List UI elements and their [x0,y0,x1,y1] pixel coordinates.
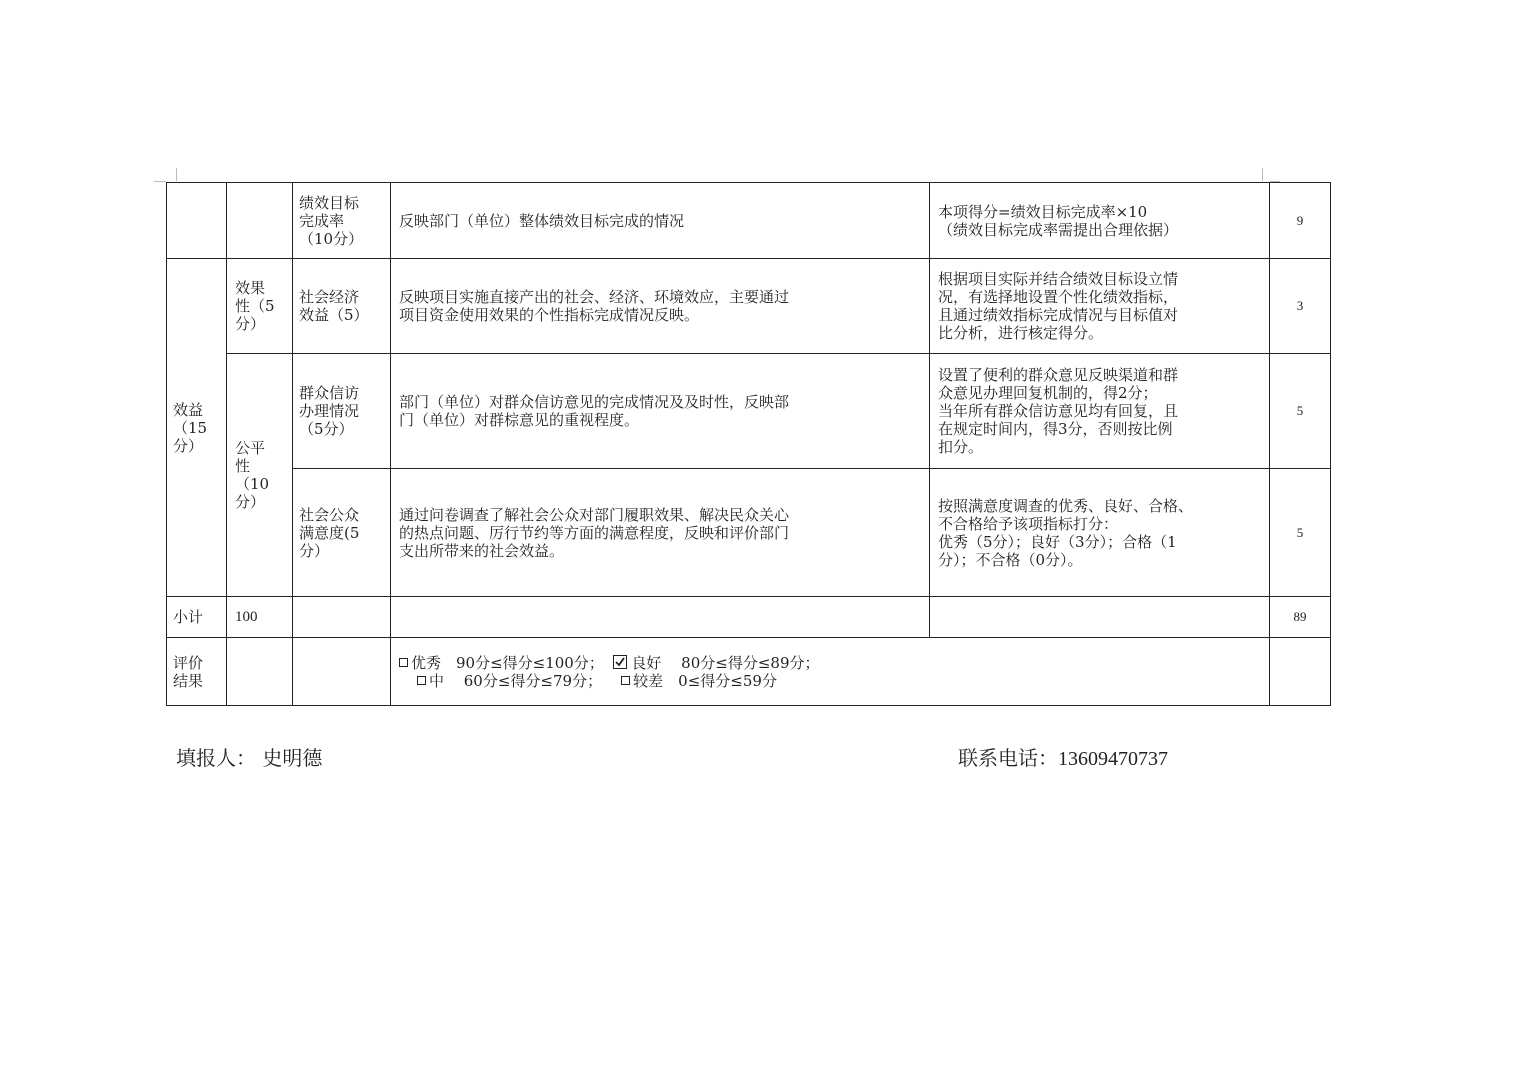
crop-mark-left-v [176,168,177,181]
indicator-line: 社会公众 [299,505,360,524]
result-label-line: 结果 [173,671,204,690]
indicator-line: 社会经济 [299,288,360,306]
criteria-cell [930,469,1270,597]
criteria-line: 众意见办理回复机制的，得2分； [938,384,1158,402]
criteria-line: （绩效目标完成率需提出合理依据） [938,220,1179,239]
empty-cell [293,638,391,706]
subtotal-row [167,597,1331,638]
score-value: 9 [1296,212,1304,228]
empty-cell [391,597,930,638]
criteria-line: 比分析，进行核定得分。 [938,324,1104,342]
score-value: 5 [1296,403,1304,418]
criteria-cell [930,183,1270,259]
subcategory-line: 效果 [235,279,266,297]
table-row [167,354,1331,469]
indicator-line: 绩效目标 [299,193,360,212]
score-cell [1270,469,1331,597]
reporter [176,742,322,771]
explanation-line: 门（单位）对群棕意见的重视程度。 [399,411,640,429]
category-line: 效益 [173,400,204,419]
indicator-cell [293,259,391,354]
subcategory-cell [227,354,293,597]
subtotal-score: 89 [1293,609,1307,624]
subcategory-line: （10 [235,475,270,493]
unchecked-box-icon[interactable] [621,676,630,685]
result-row [167,638,1331,706]
result-line-1 [399,654,1261,672]
phone-number: 13609470737 [1058,748,1168,770]
explanation-line: 部门（单位）对群众信访意见的完成情况及及时性，反映部 [399,393,790,411]
indicator-line: 完成率 [299,211,345,230]
empty-cell [1270,638,1331,706]
option-medium: 中 60分≤得分≤79分； [429,671,603,690]
indicator-line: 效益（5） [299,306,369,324]
explanation-line: 项目资金使用效果的个性指标完成情况反映。 [399,306,700,324]
crop-mark-right-v [1262,168,1263,181]
empty-cell [930,597,1270,638]
category-line: （15 [173,418,208,437]
criteria-line: 根据项目实际并结合绩效目标设立情 [938,270,1179,288]
reporter-name: 史明德 [262,746,323,770]
indicator-line: （5分） [299,420,354,438]
subcategory-line: 性（5 [235,297,275,315]
option-excellent: 优秀 90分≤得分≤100分； [411,653,604,672]
criteria-cell [930,259,1270,354]
evaluation-table [166,182,1331,706]
criteria-line: 优秀（5分）；良好（3分）；合格（1 [938,532,1177,551]
explanation-line: 反映项目实施直接产出的社会、经济、环境效应，主要通过 [399,288,790,306]
subcategory-line: 性 [235,457,251,475]
criteria-line: 分）；不合格（0分）。 [938,550,1083,569]
score-cell [1270,354,1331,469]
table-row [167,469,1331,597]
contact [958,742,1168,771]
indicator-cell [293,469,391,597]
subcategory-line: 分） [235,493,266,511]
subtotal-weight-cell [227,597,293,638]
indicator-cell [293,183,391,259]
subcategory-line: 公平 [235,439,266,457]
explanation-cell [391,183,930,259]
explanation-cell [391,354,930,469]
indicator-line: 办理情况 [299,402,360,420]
table-row [167,183,1331,259]
criteria-line: 不合格给予该项指标打分： [938,514,1119,533]
criteria-cell [930,354,1270,469]
category-line: 分） [173,436,204,455]
subtotal-weight: 100 [235,609,258,625]
option-good: 良好 80分≤得分≤89分； [631,653,820,672]
indicator-cell [293,354,391,469]
subcategory-cell [227,259,293,354]
explanation-cell [391,259,930,354]
score-value: 3 [1296,298,1304,313]
checked-box-icon[interactable] [613,655,627,669]
criteria-line: 扣分。 [938,438,984,456]
criteria-line: 在规定时间内，得3分，否则按比例 [938,420,1173,438]
result-label-cell [167,638,227,706]
subtotal-label-cell [167,597,227,638]
empty-cell [227,183,293,259]
empty-cell [293,597,391,638]
explanation-cell [391,469,930,597]
option-poor: 较差 0≤得分≤59分 [633,671,777,690]
explanation-line: 的热点问题、厉行节约等方面的满意程度，反映和评价部门 [399,523,790,542]
category-cell [167,259,227,597]
criteria-line: 当年所有群众信访意见均有回复，且 [938,402,1179,420]
score-cell [1270,259,1331,354]
empty-cell [227,638,293,706]
indicator-line: 满意度(5 [299,523,360,542]
explanation-line: 支出所带来的社会效益。 [399,541,565,560]
criteria-line: 况，有选择地设置个性化绩效指标， [938,288,1179,306]
criteria-line: 按照满意度调查的优秀、良好、合格、 [938,496,1194,515]
subcategory-line: 分） [235,315,266,333]
subtotal-score-cell [1270,597,1331,638]
result-options-cell [391,638,1270,706]
score-value: 5 [1296,524,1304,540]
score-cell [1270,183,1331,259]
indicator-line: （10分） [299,229,364,248]
unchecked-box-icon[interactable] [399,658,408,667]
table-row [167,259,1331,354]
empty-cell [167,183,227,259]
crop-mark-left [154,181,166,182]
criteria-line: 设置了便利的群众意见反映渠道和群 [938,366,1179,384]
indicator-line: 群众信访 [299,384,360,402]
subtotal-label: 小计 [173,608,204,626]
result-line-2 [399,672,1261,690]
criteria-line: 本项得分=绩效目标完成率×10 [938,202,1148,221]
indicator-line: 分） [299,541,330,560]
explanation-line: 通过问卷调查了解社会公众对部门履职效果、解决民众关心 [399,505,790,524]
result-label-line: 评价 [173,653,204,672]
phone-label: 联系电话： [958,746,1058,770]
unchecked-box-icon[interactable] [417,676,426,685]
reporter-label: 填报人： [176,746,256,770]
explanation-text: 反映部门（单位）整体绩效目标完成的情况 [399,211,685,230]
criteria-line: 且通过绩效指标完成情况与目标值对 [938,306,1179,324]
